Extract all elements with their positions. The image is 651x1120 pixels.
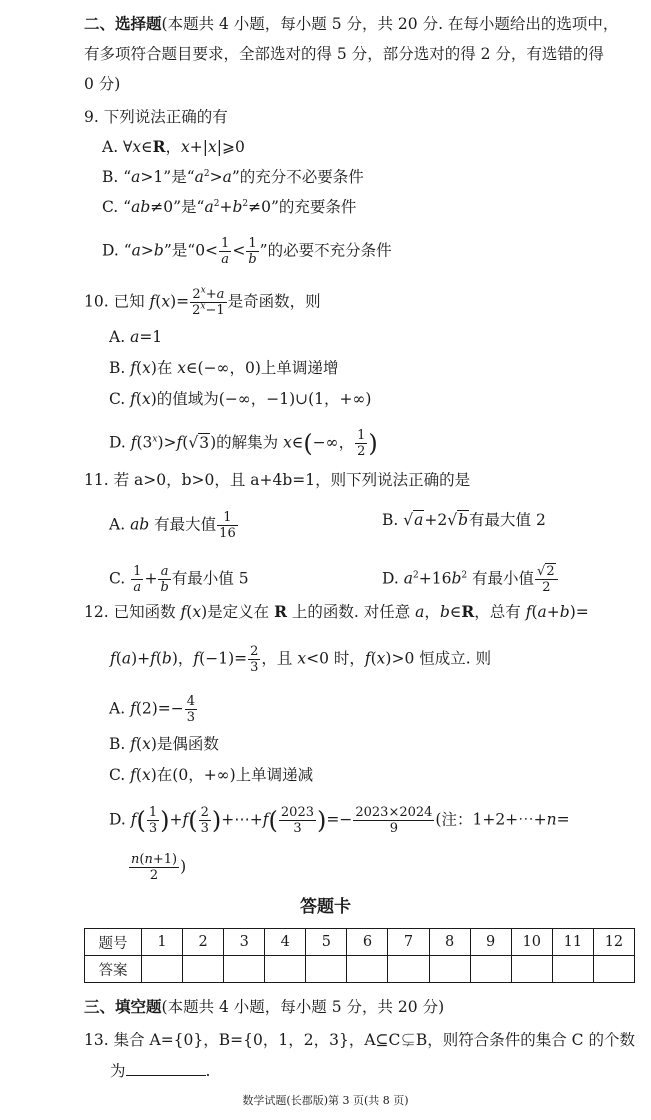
section-2-heading: 二、选择题 <box>84 15 162 33</box>
q12-option-a: A. f(2)=− $\frac{4}{3}$ <box>109 694 196 725</box>
q9-option-c: C. “ab≠0”是“$a^2+b^2\ne 0$”的充要条件 <box>102 198 357 216</box>
q13-answer-blank[interactable] <box>126 1061 206 1076</box>
answer-card-table <box>84 928 635 983</box>
q9-option-a: A. ∀x∈R，x+|x|⩾0 <box>102 137 245 156</box>
q9-option-b: B. “a>1”是“$a^2>a$”的充分不必要条件 <box>102 168 364 186</box>
answer-card-number: 5 <box>306 929 347 956</box>
answer-card-number: 6 <box>347 929 388 956</box>
answer-card-number: 1 <box>142 929 183 956</box>
answer-card-number: 7 <box>388 929 429 956</box>
answer-cell[interactable] <box>511 956 552 983</box>
section-3-header <box>84 997 444 1017</box>
answer-card-answer-row <box>85 956 635 983</box>
q10-stem: 10. 已知 f(x)= $\frac{2^x+a}{2^x-1}$ 是奇函数，则 <box>84 285 321 318</box>
answer-card-number: 9 <box>470 929 511 956</box>
q13-line2-text: 为 <box>110 1062 126 1080</box>
answer-card-number: 10 <box>511 929 552 956</box>
q12-number: 12. 已知函数 <box>84 603 176 621</box>
answer-card-title: 答题卡 <box>300 897 351 917</box>
answer-card-number: 3 <box>224 929 265 956</box>
page-footer: 数学试题(长郡版)第 3 页(共 8 页) <box>242 1094 409 1107</box>
answer-card-number: 12 <box>593 929 634 956</box>
q11-option-b: B. √a+2√b有最大值 2 <box>382 511 546 529</box>
q12-option-b: B. f(x)是偶函数 <box>109 735 219 753</box>
answer-card-number-label: 题号 <box>85 929 142 956</box>
answer-cell[interactable] <box>347 956 388 983</box>
q11-option-a: A. ab 有最大值 $\frac{1}{16}$ <box>109 510 236 541</box>
answer-cell[interactable] <box>183 956 224 983</box>
q10-option-a: A. a=1 <box>109 328 163 346</box>
answer-cell[interactable] <box>142 956 183 983</box>
q13-line2: 为 . <box>110 1062 211 1080</box>
q10-option-c: C. f(x)的值域为(−∞，−1)∪(1，+∞) <box>109 390 372 408</box>
q11-option-c: C. $\frac{1}{a}$ + $\frac{a}{b}$ 有最小值 5 <box>109 564 249 595</box>
section-2-desc-line2: 有多项符合题目要求，全部选对的得 5 分，部分选对的得 2 分，有选错的得 <box>84 45 604 63</box>
q12-stem-line2: f(a)+f(b)，f(−1)= $\frac{2}{3}$ ，且 x<0 时，f(x)>0 恒成立. 则 <box>110 644 492 675</box>
answer-card-number: 2 <box>183 929 224 956</box>
answer-card-number: 11 <box>552 929 593 956</box>
answer-cell[interactable] <box>429 956 470 983</box>
answer-cell[interactable] <box>265 956 306 983</box>
q12-option-d-cont: $\frac{n(n+1)}{2}$ ) <box>131 852 187 883</box>
answer-cell[interactable] <box>224 956 265 983</box>
q10-option-d: D. $f(3^x)>f(√3)$的解集为 x∈(−∞， $\frac{1}{2}$ ) <box>109 428 378 459</box>
q9-stem: 9. 下列说法正确的有 <box>84 108 228 126</box>
answer-card-number-row <box>85 929 635 956</box>
answer-cell[interactable] <box>388 956 429 983</box>
q12-option-d: D. f( $\frac{1}{3}$ )+f( $\frac{2}{3}$ )+⋯+f( $\frac{2023}{3}$ )=− $\frac{2023\times 2024}{9}$ (注：1+2+⋯+n= <box>109 805 570 836</box>
q10-number: 10. 已知 <box>84 292 145 311</box>
q11-option-d: D. $a^2+16b^2$ 有最小值 $\frac{√2}{2}$ <box>382 564 559 595</box>
section-2-desc-line3: 0 分) <box>84 75 121 93</box>
answer-card-number: 4 <box>265 929 306 956</box>
answer-cell[interactable] <box>306 956 347 983</box>
section-2-desc-line1: (本题共 4 小题，每小题 5 分，共 20 分. 在每小题给出的选项中， <box>161 15 619 33</box>
answer-cell[interactable] <box>552 956 593 983</box>
q9-option-d: D. “a>b”是“0< $\frac{1}{a}$ < $\frac{1}{b}$ ”的必要不充分条件 <box>102 236 392 267</box>
answer-card-number: 8 <box>429 929 470 956</box>
answer-cell[interactable] <box>593 956 634 983</box>
q12-stem-line1: 12. 已知函数 f(x)是定义在 R 上的函数. 对任意 a，b∈R，总有 f(a+b)= <box>84 602 589 621</box>
q11-stem: 11. 若 a>0，b>0，且 a+4b=1，则下列说法正确的是 <box>84 471 471 489</box>
answer-card-answer-label: 答案 <box>85 956 142 983</box>
section-3-desc: (本题共 4 小题，每小题 5 分，共 20 分) <box>161 998 445 1016</box>
answer-cell[interactable] <box>470 956 511 983</box>
q13-line1: 13. 集合 A={0}，B={0，1，2，3}，A⊆C⊊B，则符合条件的集合 C 的个数 <box>84 1031 635 1049</box>
section-3-heading: 三、填空题 <box>84 998 162 1016</box>
q10-option-b: B. f(x)在 x∈(−∞，0)上单调递增 <box>109 359 339 377</box>
section-2-header <box>84 14 618 34</box>
q12-option-c: C. f(x)在(0，+∞)上单调递减 <box>109 766 314 784</box>
